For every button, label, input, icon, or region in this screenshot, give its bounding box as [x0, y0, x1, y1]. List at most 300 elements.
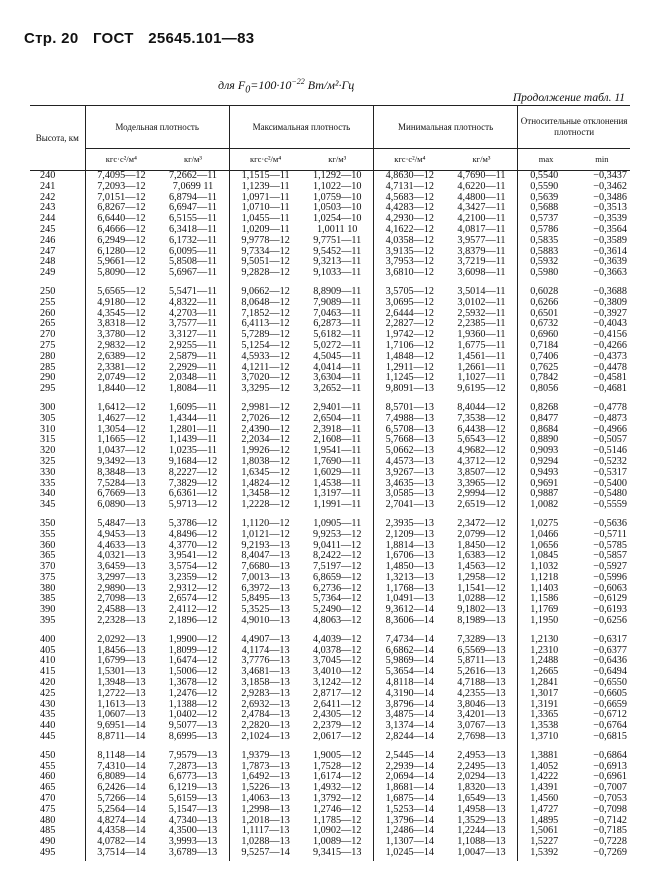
- max-kgs-cell: 1,8038—12: [229, 457, 301, 468]
- min-kgs-cell: 4,3190—14: [374, 689, 446, 700]
- condition-value: =100·10: [250, 78, 292, 92]
- dev-min-cell: −0,3639: [593, 256, 627, 268]
- table-row: [30, 468, 630, 479]
- max-kg-cell: 1,2746—12: [313, 803, 362, 815]
- dev-max-cell: 1,1950: [518, 616, 574, 627]
- model-kgs-cell: 1,1665—12: [85, 435, 157, 446]
- height-cell: 440: [40, 720, 56, 732]
- model-kgs-cell: 7,2093—12: [85, 182, 157, 193]
- max-kgs-cell: 1,1515—11: [229, 171, 301, 182]
- max-kgs-cell: 5,1254—12: [229, 341, 301, 352]
- model-kgs-cell: 8,1148—14: [85, 751, 157, 762]
- dev-min-cell: −0,6605: [593, 687, 627, 699]
- dev-min-cell: −0,5785: [593, 539, 627, 551]
- model-kg-cell: 2,6574—12: [168, 593, 218, 605]
- min-kgs-cell: 4,2930—12: [374, 214, 446, 225]
- dev-min-cell: −0,5317: [593, 466, 627, 478]
- min-kgs-cell: 1,1245—12: [374, 373, 446, 384]
- dev-min-cell: −0,5559: [593, 499, 627, 511]
- model-kg-cell: 1,5006—12: [168, 666, 218, 678]
- max-kg-cell: 2,8717—12: [313, 687, 362, 699]
- dev-max-cell: 0,5737: [518, 214, 574, 225]
- max-kg-cell: 7,5197—12: [313, 561, 362, 573]
- unit-header: кг/м³: [157, 149, 229, 171]
- table-row: [30, 268, 630, 279]
- dev-max-cell: 1,4560: [518, 794, 574, 805]
- min-kg-cell: 5,6543—12: [457, 434, 506, 446]
- model-kgs-cell: 1,1613—13: [85, 700, 157, 711]
- min-kg-cell: 2,7698—13: [457, 731, 506, 743]
- height-cell: 240: [40, 170, 56, 181]
- min-kg-cell: 4,7188—13: [457, 677, 506, 689]
- dev-max-cell: 1,3710: [518, 732, 574, 743]
- max-kg-cell: 2,9401—11: [313, 401, 362, 413]
- model-kgs-cell: 2,0292—13: [85, 635, 157, 646]
- max-kg-cell: 1,7528—12: [313, 760, 362, 772]
- max-kg-cell: 1,0902—12: [313, 825, 362, 837]
- model-kgs-cell: 3,2997—13: [85, 573, 157, 584]
- min-kg-cell: 4,4800—11: [457, 191, 506, 203]
- height-cell: 249: [40, 267, 56, 279]
- model-kg-cell: 2,2929—11: [168, 361, 217, 373]
- min-kgs-cell: 1,3213—13: [374, 573, 446, 584]
- max-kgs-cell: 1,0971—11: [229, 193, 301, 204]
- min-kg-cell: 1,8450—12: [457, 539, 506, 551]
- dev-min-cell: −0,5146: [593, 445, 627, 457]
- dev-max-cell: 0,8268: [518, 403, 574, 414]
- model-kgs-cell: 1,6412—12: [85, 403, 157, 414]
- model-kgs-cell: 2,3381—12: [85, 363, 157, 374]
- model-kg-cell: 7,2662—11: [168, 170, 217, 181]
- height-cell: 400: [40, 633, 56, 645]
- min-kg-cell: 2,2495—13: [457, 760, 506, 772]
- dev-min-cell: −0,7053: [593, 793, 627, 805]
- dev-min-cell: −0,5857: [593, 550, 627, 562]
- max-kg-cell: 3,2652—11: [313, 383, 362, 395]
- model-kgs-cell: 5,6565—12: [85, 287, 157, 298]
- max-kgs-cell: 1,6345—12: [229, 468, 301, 479]
- dev-min-cell: −0,4966: [593, 423, 627, 435]
- dev-max-cell: 1,2665: [518, 667, 574, 678]
- max-kg-cell: 8,2422—12: [313, 550, 362, 562]
- max-kgs-cell: 9,9778—12: [229, 236, 301, 247]
- max-kg-cell: 9,1033—11: [313, 267, 362, 279]
- min-kgs-cell: 5,7668—13: [374, 435, 446, 446]
- min-kg-cell: 4,3712—12: [457, 455, 506, 467]
- min-kgs-cell: 3,7953—12: [374, 257, 446, 268]
- dev-min-cell: −0,6377: [593, 644, 627, 656]
- max-kg-cell: 1,7690—11: [313, 455, 362, 467]
- dev-max-cell: 1,5227: [518, 837, 574, 848]
- min-kg-cell: 1,0047—13: [457, 847, 506, 859]
- min-kg-cell: 3,3965—12: [457, 477, 506, 489]
- min-kgs-cell: 3,0695—12: [374, 298, 446, 309]
- max-kg-cell: 2,3918—11: [313, 423, 362, 435]
- model-kg-cell: 3,9993—13: [168, 836, 218, 848]
- max-kg-cell: 9,3415—13: [313, 847, 362, 859]
- model-kg-cell: 2,4112—12: [168, 604, 217, 616]
- dev-max-cell: 0,9294: [518, 457, 574, 468]
- min-kg-cell: 3,0102—11: [457, 296, 506, 308]
- model-kgs-cell: 4,0321—13: [85, 551, 157, 562]
- max-kg-cell: 9,0411—12: [313, 539, 362, 551]
- height-cell: 248: [40, 256, 56, 268]
- min-kgs-cell: 3,5705—12: [374, 287, 446, 298]
- min-kgs-cell: 1,1768—13: [374, 584, 446, 595]
- max-kgs-cell: 1,6492—13: [229, 772, 301, 783]
- model-kg-cell: 2,9255—11: [168, 339, 217, 351]
- min-kgs-cell: 5,0662—13: [374, 446, 446, 457]
- dev-max-cell: 1,2130: [518, 635, 574, 646]
- max-kgs-cell: 1,7873—13: [229, 762, 301, 773]
- min-kg-cell: 2,0799—12: [457, 528, 506, 540]
- height-cell: 430: [40, 698, 56, 710]
- max-kg-cell: 5,2490—12: [313, 604, 362, 616]
- min-kg-cell: 3,4201—13: [457, 709, 506, 721]
- dev-max-cell: 1,1218: [518, 573, 574, 584]
- dev-max-cell: 1,2488: [518, 656, 574, 667]
- min-kgs-cell: 4,4573—13: [374, 457, 446, 468]
- standard-number: 25645.101—83: [148, 30, 255, 47]
- model-kgs-cell: 2,9832—12: [85, 341, 157, 352]
- max-kgs-cell: 5,7289—12: [229, 330, 301, 341]
- min-kg-cell: 4,6220—11: [457, 180, 506, 192]
- min-kgs-cell: 4,5683—12: [374, 193, 446, 204]
- min-kg-cell: 2,5932—11: [457, 307, 506, 319]
- dev-min-cell: −0,4043: [593, 318, 627, 330]
- dev-max-cell: 0,5590: [518, 182, 574, 193]
- max-kg-cell: 6,2736—12: [313, 582, 362, 594]
- dev-min-cell: −0,6256: [593, 615, 627, 627]
- height-cell: 350: [40, 517, 56, 529]
- max-kg-cell: 4,5045—11: [313, 350, 362, 362]
- model-kgs-cell: 4,9180—12: [85, 298, 157, 309]
- min-kgs-cell: 2,8244—14: [374, 732, 446, 743]
- model-kgs-cell: 5,8090—12: [85, 268, 157, 279]
- unit-header: кг/м³: [301, 149, 373, 171]
- model-kg-cell: 4,3500—13: [168, 825, 218, 837]
- max-kg-cell: 3,1242—12: [313, 677, 362, 689]
- dev-max-cell: 1,3881: [518, 751, 574, 762]
- min-kg-cell: 6,5569—13: [457, 644, 506, 656]
- model-kgs-cell: 6,8089—14: [85, 772, 157, 783]
- model-kgs-cell: 5,9661—12: [85, 257, 157, 268]
- dev-max-cell: 1,5061: [518, 826, 574, 837]
- height-cell: 460: [40, 771, 56, 783]
- min-kgs-cell: 2,1209—13: [374, 530, 446, 541]
- height-cell: 243: [40, 202, 56, 214]
- min-kg-cell: 3,5014—11: [457, 285, 506, 297]
- dev-min-cell: −0,7098: [593, 803, 627, 815]
- min-kgs-cell: 1,6875—14: [374, 794, 446, 805]
- dev-max-cell: 1,1032: [518, 562, 574, 573]
- dev-max-cell: 0,8056: [518, 384, 574, 395]
- max-kgs-cell: 9,2193—13: [229, 541, 301, 552]
- model-kg-cell: 1,2476—12: [168, 687, 218, 699]
- max-kg-cell: 5,6182—11: [313, 329, 362, 341]
- min-kg-cell: 8,1989—13: [457, 615, 506, 627]
- min-kgs-cell: 1,8681—14: [374, 783, 446, 794]
- dev-max-cell: 0,7842: [518, 373, 574, 384]
- height-cell: 242: [40, 191, 56, 203]
- model-kgs-cell: 2,2328—13: [85, 616, 157, 627]
- model-kgs-cell: 1,4627—12: [85, 414, 157, 425]
- model-kgs-cell: 1,2722—13: [85, 689, 157, 700]
- min-kg-cell: 1,0288—12: [457, 593, 506, 605]
- min-kg-cell: 1,6383—12: [457, 550, 506, 562]
- min-kgs-cell: 3,8796—14: [374, 700, 446, 711]
- dev-min-cell: −0,5480: [593, 488, 627, 500]
- max-kgs-cell: 1,1239—11: [229, 182, 301, 193]
- deviation-header: Относительные отклонения плотности: [518, 106, 630, 149]
- model-kgs-cell: 1,6799—13: [85, 656, 157, 667]
- height-cell: 340: [40, 488, 56, 500]
- dev-max-cell: 0,6960: [518, 330, 574, 341]
- running-header: [24, 30, 264, 47]
- dev-max-cell: 0,6501: [518, 309, 574, 320]
- table-row: [30, 732, 630, 743]
- dev-max-cell: 1,4391: [518, 783, 574, 794]
- min-kgs-cell: 9,8091—13: [374, 384, 446, 395]
- dev-min-cell: −0,3486: [593, 191, 627, 203]
- model-kgs-cell: 5,2564—14: [85, 805, 157, 816]
- unit-header: кгс·с²/м⁴: [229, 149, 301, 171]
- model-kg-cell: 4,8496—12: [168, 528, 218, 540]
- dev-min-cell: −0,5400: [593, 477, 627, 489]
- dev-min-cell: −0,4681: [593, 383, 627, 395]
- min-kgs-cell: 2,7041—13: [374, 500, 446, 511]
- min-kgs-cell: 5,3654—14: [374, 667, 446, 678]
- min-kg-cell: 4,3427—11: [457, 202, 506, 214]
- height-cell: 285: [40, 361, 56, 373]
- min-kg-cell: 7,3289—13: [457, 633, 506, 645]
- dev-min-cell: −0,3927: [593, 307, 627, 319]
- min-kgs-cell: 2,2827—12: [374, 319, 446, 330]
- model-kg-cell: 6,6947—11: [168, 202, 217, 214]
- dev-max-cell: 1,3538: [518, 721, 574, 732]
- height-cell: 360: [40, 539, 56, 551]
- model-kgs-cell: 2,6389—12: [85, 352, 157, 363]
- max-kgs-cell: 1,0121—12: [229, 530, 301, 541]
- unit-header: кгс·с²/м⁴: [85, 149, 157, 171]
- dev-min-cell: −0,6317: [593, 633, 627, 645]
- model-kg-cell: 3,3127—11: [168, 329, 217, 341]
- height-cell: 380: [40, 582, 56, 594]
- table-row: [30, 182, 630, 193]
- model-kgs-cell: 8,8711—14: [85, 732, 157, 743]
- model-kgs-cell: 7,4310—14: [85, 762, 157, 773]
- model-kg-cell: 3,2359—12: [168, 571, 218, 583]
- dev-min-cell: −0,3663: [593, 267, 627, 279]
- dev-max-cell: 1,1586: [518, 594, 574, 605]
- max-kg-cell: 4,0414—11: [313, 361, 362, 373]
- model-kg-cell: 2,5879—11: [168, 350, 217, 362]
- height-cell: 275: [40, 339, 56, 351]
- min-kgs-cell: 4,7131—12: [374, 182, 446, 193]
- min-kgs-cell: 3,0585—13: [374, 489, 446, 500]
- min-kgs-cell: 9,3612—14: [374, 605, 446, 616]
- max-kg-cell: 1,1991—11: [313, 499, 362, 511]
- max-kgs-cell: 5,3525—13: [229, 605, 301, 616]
- max-kg-cell: 2,6504—11: [313, 412, 362, 424]
- height-cell: 420: [40, 677, 56, 689]
- dev-min-cell: −0,7269: [593, 847, 627, 859]
- height-cell: 260: [40, 307, 56, 319]
- model-kg-cell: 1,9900—12: [168, 633, 218, 645]
- min-kgs-cell: 4,1622—12: [374, 225, 446, 236]
- min-kg-cell: 2,3472—12: [457, 517, 506, 529]
- model-kg-cell: 5,1547—13: [168, 803, 218, 815]
- model-kgs-cell: 3,3780—12: [85, 330, 157, 341]
- unit-header: max: [518, 149, 574, 171]
- model-kgs-cell: 2,7098—13: [85, 594, 157, 605]
- table-row: [30, 236, 630, 247]
- min-kgs-cell: 2,3935—13: [374, 519, 446, 530]
- dev-max-cell: 1,2841: [518, 678, 574, 689]
- dev-min-cell: −0,6764: [593, 720, 627, 732]
- min-kgs-cell: 6,5708—13: [374, 425, 446, 436]
- model-kg-cell: 6,0095—11: [168, 245, 217, 257]
- dev-min-cell: −0,5711: [593, 528, 627, 540]
- dev-min-cell: −0,6436: [593, 655, 627, 667]
- min-kg-cell: 5,8711—13: [457, 655, 506, 667]
- min-kg-cell: 1,2958—12: [457, 571, 506, 583]
- dev-max-cell: 1,0082: [518, 500, 574, 511]
- max-kg-cell: 1,0759—10: [313, 191, 362, 203]
- model-kgs-cell: 2,4588—13: [85, 605, 157, 616]
- dev-max-cell: 0,6732: [518, 319, 574, 330]
- height-cell: 320: [40, 445, 56, 457]
- height-cell: 455: [40, 760, 56, 772]
- model-kg-cell: 1,4344—11: [168, 412, 217, 424]
- dev-max-cell: 1,3191: [518, 700, 574, 711]
- model-kg-cell: 4,3770—12: [168, 539, 218, 551]
- max-kg-cell: 4,0378—12: [313, 644, 362, 656]
- dev-max-cell: 0,5786: [518, 225, 574, 236]
- height-cell: 295: [40, 383, 56, 395]
- max-kg-cell: 2,4305—12: [313, 709, 362, 721]
- max-kgs-cell: 6,4113—12: [229, 319, 301, 330]
- model-kg-cell: 5,9713—12: [168, 499, 218, 511]
- max-kgs-cell: 8,4047—13: [229, 551, 301, 562]
- model-kgs-cell: 6,4666—12: [85, 225, 157, 236]
- model-kgs-cell: 5,4847—13: [85, 519, 157, 530]
- model-kg-cell: 9,1684—12: [168, 455, 218, 467]
- max-kg-cell: 9,3213—11: [313, 256, 362, 268]
- min-kgs-cell: 1,3796—14: [374, 816, 446, 827]
- max-kg-cell: 1,1785—12: [313, 814, 362, 826]
- model-kgs-cell: 1,3054—12: [85, 425, 157, 436]
- max-kgs-cell: 1,1117—13: [229, 826, 301, 837]
- height-cell: 245: [40, 223, 56, 235]
- max-kg-cell: 6,8659—12: [313, 571, 362, 583]
- min-kgs-cell: 1,8814—13: [374, 541, 446, 552]
- model-kg-cell: 1,6095—11: [168, 401, 217, 413]
- dev-min-cell: −0,4778: [593, 401, 627, 413]
- dev-max-cell: 1,0656: [518, 541, 574, 552]
- height-cell: 470: [40, 793, 56, 805]
- max-kg-cell: 4,4039—12: [313, 633, 362, 645]
- min-kgs-cell: 3,6810—12: [374, 268, 446, 279]
- table-row: [30, 500, 630, 511]
- max-kgs-cell: 8,0648—12: [229, 298, 301, 309]
- dev-max-cell: 0,8890: [518, 435, 574, 446]
- max-kgs-cell: 1,9379—13: [229, 751, 301, 762]
- dev-max-cell: 0,5883: [518, 247, 574, 258]
- dev-max-cell: 1,3017: [518, 689, 574, 700]
- max-kgs-cell: 4,1211—12: [229, 363, 301, 374]
- standard-label: ГОСТ: [92, 30, 134, 47]
- max-kgs-cell: 1,2018—13: [229, 816, 301, 827]
- model-kgs-cell: 4,3545—12: [85, 309, 157, 320]
- dev-min-cell: −0,6961: [593, 771, 627, 783]
- height-cell: 390: [40, 604, 56, 616]
- min-kg-cell: 3,7219—11: [457, 256, 506, 268]
- model-kg-cell: 3,9541—12: [168, 550, 218, 562]
- max-kg-cell: 1,1292—10: [313, 170, 362, 181]
- max-kg-cell: 1,6029—11: [313, 466, 362, 478]
- max-kg-cell: 1,0089—12: [313, 836, 362, 848]
- table-row: [30, 530, 630, 541]
- model-kgs-cell: 4,4633—13: [85, 541, 157, 552]
- height-cell: 365: [40, 550, 56, 562]
- model-kgs-cell: 7,5284—13: [85, 479, 157, 490]
- table-row: [30, 352, 630, 363]
- model-kg-cell: 2,9312—12: [168, 582, 218, 594]
- max-kgs-cell: 2,1024—13: [229, 732, 301, 743]
- max-kgs-cell: 2,2034—12: [229, 435, 301, 446]
- model-kg-cell: 7,2873—13: [168, 760, 218, 772]
- min-kg-cell: 3,6098—11: [457, 267, 506, 279]
- max-kg-cell: 2,2379—12: [313, 720, 362, 732]
- model-kg-cell: 2,0348—11: [168, 372, 217, 384]
- min-kg-cell: 9,1802—13: [457, 604, 506, 616]
- dev-max-cell: 1,4895: [518, 816, 574, 827]
- condition-subscript: 0: [245, 84, 251, 96]
- model-kg-cell: 3,5754—12: [168, 561, 218, 573]
- min-kgs-cell: 5,9869—14: [374, 656, 446, 667]
- dev-max-cell: 1,5392: [518, 848, 574, 861]
- dev-max-cell: 0,5688: [518, 203, 574, 214]
- model-kgs-cell: 6,0890—13: [85, 500, 157, 511]
- dev-min-cell: −0,5927: [593, 561, 627, 573]
- model-kg-cell: 1,0402—12: [168, 709, 218, 721]
- model-kg-cell: 3,7577—11: [168, 318, 217, 330]
- max-kgs-cell: 2,6932—13: [229, 700, 301, 711]
- model-kgs-cell: 7,0151—12: [85, 193, 157, 204]
- dev-min-cell: −0,4373: [593, 350, 627, 362]
- dev-min-cell: −0,7142: [593, 814, 627, 826]
- dev-min-cell: −0,6129: [593, 593, 627, 605]
- max-kg-cell: 1,4932—12: [313, 782, 362, 794]
- model-kg-cell: 7,9579—13: [168, 749, 218, 761]
- min-kgs-cell: 7,4734—14: [374, 635, 446, 646]
- dev-min-cell: −0,3513: [593, 202, 627, 214]
- max-kgs-cell: 3,3295—12: [229, 384, 301, 395]
- min-kgs-cell: 3,4635—13: [374, 479, 446, 490]
- dev-min-cell: −0,6550: [593, 677, 627, 689]
- max-density-header: Максимальная плотность: [229, 106, 373, 149]
- max-kg-cell: 1,4538—11: [313, 477, 362, 489]
- model-kgs-cell: 2,9890—13: [85, 584, 157, 595]
- dev-min-cell: −0,3462: [593, 180, 627, 192]
- max-kg-cell: 4,8063—12: [313, 615, 362, 627]
- max-kg-cell: 1,3197—11: [313, 488, 362, 500]
- dev-max-cell: 1,4222: [518, 772, 574, 783]
- max-kg-cell: 9,9253—12: [313, 528, 362, 540]
- model-kgs-cell: 3,8318—12: [85, 319, 157, 330]
- min-kg-cell: 1,1541—12: [457, 582, 506, 594]
